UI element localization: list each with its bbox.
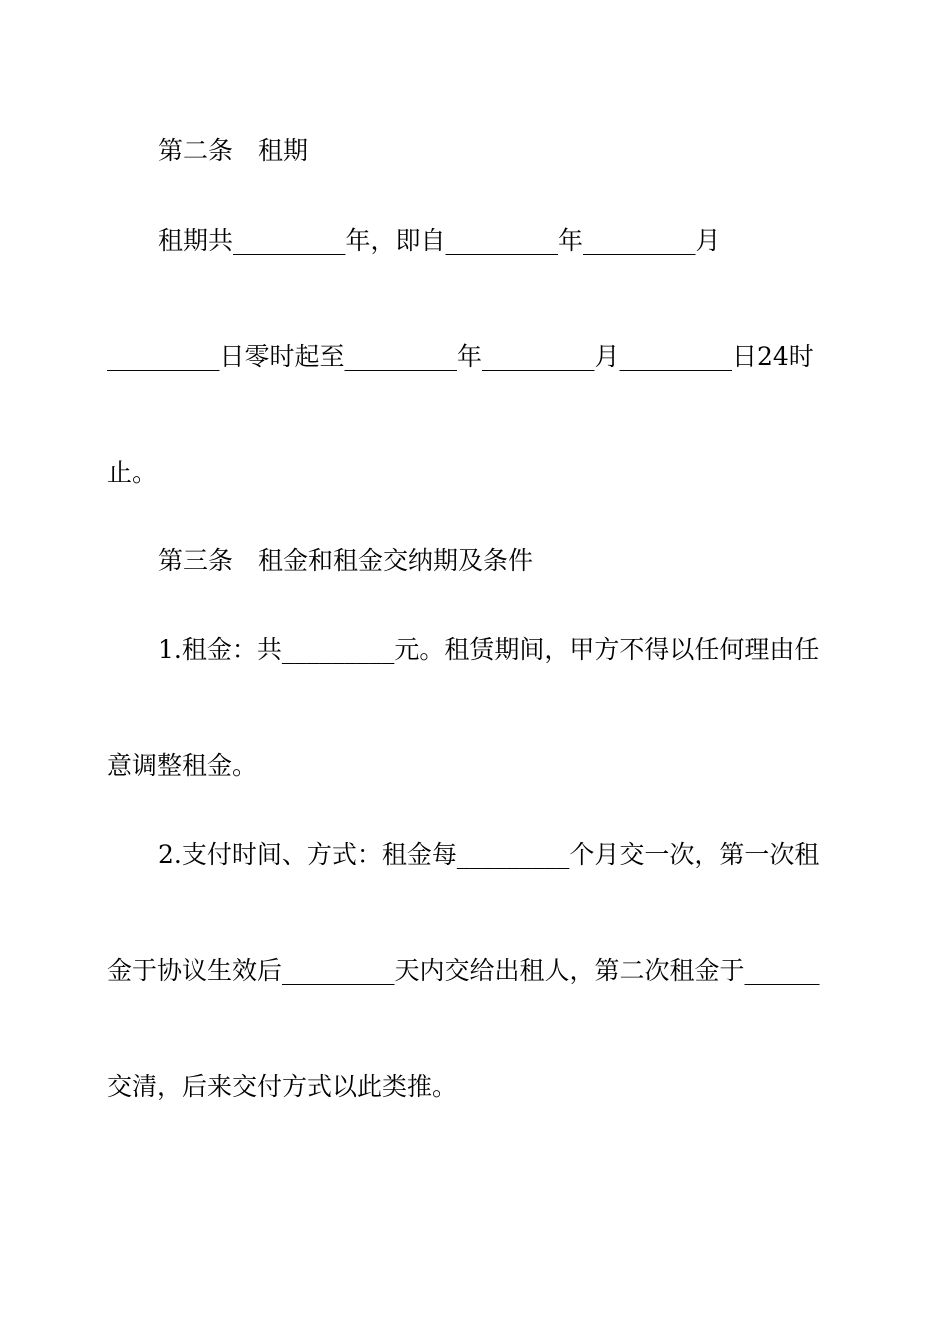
lease-term-line-3: 止。 — [107, 458, 158, 487]
payment-terms-line-3: 交清，后来交付方式以此类推。 — [107, 1072, 458, 1101]
article-3-heading: 第三条 租金和租金交纳期及条件 — [158, 546, 534, 575]
rent-amount-line-2: 意调整租金。 — [107, 751, 258, 780]
rent-amount-line-1: 1.租金：共_________元。租赁期间，甲方不得以任何理由任 — [158, 635, 820, 664]
article-2-heading: 第二条 租期 — [158, 136, 309, 165]
lease-term-line-1: 租期共_________年，即自_________年_________月 — [158, 226, 721, 255]
payment-terms-line-1: 2.支付时间、方式：租金每_________个月交一次，第一次租 — [158, 840, 820, 869]
payment-terms-line-2: 金于协议生效后_________天内交给出租人，第二次租金于______ — [107, 956, 820, 985]
lease-term-line-2: _________日零时起至_________年_________月_________日24时 — [107, 342, 814, 371]
